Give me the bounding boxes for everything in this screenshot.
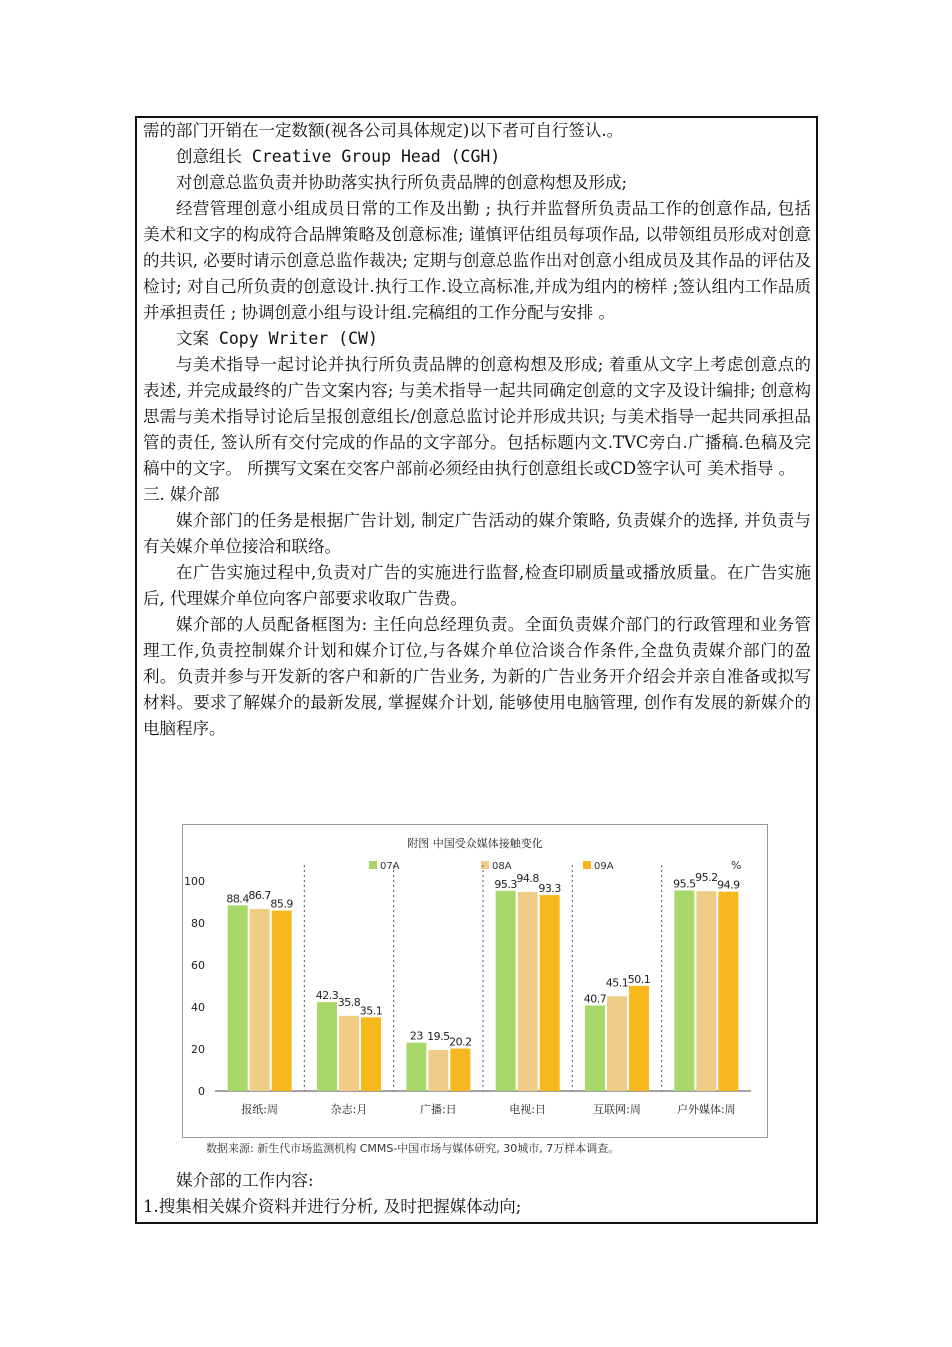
data-label-09A-0: 85.9 <box>270 897 293 911</box>
bar-09A-0 <box>272 911 292 1091</box>
data-label-07A-5: 95.5 <box>673 877 696 891</box>
data-label-07A-4: 40.7 <box>583 992 607 1006</box>
data-label-09A-5: 94.9 <box>717 878 740 892</box>
bar-07A-1 <box>317 1002 337 1091</box>
y-tick-80: 80 <box>191 917 205 930</box>
data-label-08A-2: 19.5 <box>427 1030 450 1044</box>
bar-07A-5 <box>674 890 694 1091</box>
bar-09A-3 <box>540 895 560 1091</box>
y-tick-60: 60 <box>191 959 205 972</box>
media-contact-chart <box>182 824 768 1138</box>
data-label-09A-2: 20.2 <box>449 1035 472 1049</box>
y-tick-100: 100 <box>184 875 205 888</box>
x-tick-0: 报纸:周 <box>241 1103 279 1116</box>
section-heading-media: 三. 媒介部 <box>143 485 220 504</box>
bar-08A-2 <box>428 1050 448 1091</box>
bar-09A-5 <box>718 892 738 1091</box>
heading-cgh: 创意组长 Creative Group Head (CGH) <box>176 147 501 166</box>
paragraph-media-staffing: 媒介部的人员配备框图为: 主任向总经理负责。全面负责媒介部门的行政管理和业务管理工作,负责控制媒介计划和媒介订位,与各媒介单位洽谈合作条件,全盘负责媒介部门的盈利。负责并参与开发新的客户和新的广告业务, 为新的广告业务开介绍会并亲自准备或拟写材料。要求了解媒介的最新发展, 掌握媒介计划, 能够使用电脑管理, 创作有发展的新媒介的电脑程序。 <box>143 615 811 738</box>
data-label-09A-4: 50.1 <box>627 972 651 986</box>
bar-07A-3 <box>496 891 516 1091</box>
data-label-08A-5: 95.2 <box>695 871 718 885</box>
paragraph-media-work: 媒介部的工作内容: <box>176 1171 314 1190</box>
bar-07A-4 <box>585 1006 605 1091</box>
list-item-1: 1.搜集相关媒介资料并进行分析, 及时把握媒体动向; <box>143 1197 522 1216</box>
heading-cw: 文案 Copy Writer (CW) <box>176 329 378 348</box>
data-label-08A-4: 45.1 <box>605 976 629 990</box>
y-tick-20: 20 <box>191 1043 205 1056</box>
data-label-07A-2: 23 <box>409 1029 423 1043</box>
legend-swatch-07A <box>369 861 377 869</box>
data-label-08A-0: 86.7 <box>248 888 271 902</box>
document-body <box>143 118 811 742</box>
paragraph-cw-duties: 与美术指导一起讨论并执行所负责品牌的创意构想及形成; 着重从文字上考虑创意点的表述, 并完成最终的广告文案内容; 与美术指导一起共同确定创意的文字及设计编排; 创意构思需与美术指导讨论后呈报创意组长/创意总监讨论并形成共识; 与美术指导一起共同承担品管的责任, 签认所有交付完成的作品的文字部分。包括标题内文.TVC旁白.广播稿.色稿及完稿中的文字。 所撰写文案在交客户部前必须经由执行创意组长或CD签字认可 美术指导 。 <box>143 355 811 478</box>
data-label-08A-3: 94.8 <box>516 871 539 885</box>
legend-label-07A: 07A <box>380 861 400 872</box>
data-label-07A-1: 42.3 <box>315 989 339 1003</box>
legend-swatch-09A <box>583 861 591 869</box>
chart-svg <box>183 825 767 1137</box>
legend-label-08A: 08A <box>492 861 512 872</box>
x-tick-2: 广播:日 <box>419 1103 457 1116</box>
chart-title: 附图 中国受众媒体接触变化 <box>407 837 543 850</box>
chart-source-note: 数据来源: 新生代市场监测机构 CMMS-中国市场与媒体研究, 30城市, 7万样本调查。 <box>206 1142 620 1155</box>
data-label-07A-0: 88.4 <box>226 892 249 906</box>
paragraph-0: 需的部门开销在一定数额(视各公司具体规定)以下者可自行签认.。 <box>143 121 624 140</box>
paragraph-cgh-summary: 对创意总监负责并协助落实执行所负责品牌的创意构想及形成; <box>176 173 628 192</box>
bar-09A-4 <box>629 986 649 1091</box>
y-tick-40: 40 <box>191 1001 205 1014</box>
paragraph-media-task: 媒介部门的任务是根据广告计划, 制定广告活动的媒介策略, 负责媒介的选择, 并负责与有关媒介单位接洽和联络。 <box>143 511 811 556</box>
x-tick-4: 互联网:周 <box>593 1103 641 1116</box>
data-label-07A-3: 95.3 <box>494 877 517 891</box>
data-label-09A-1: 35.1 <box>359 1004 383 1018</box>
bar-08A-4 <box>607 996 627 1091</box>
x-tick-1: 杂志:月 <box>330 1103 368 1116</box>
paragraph-media-supervision: 在广告实施过程中,负责对广告的实施进行监督,检查印刷质量或播放质量。在广告实施后, 代理媒介单位向客户部要求收取广告费。 <box>143 563 811 608</box>
legend-label-09A: 09A <box>594 861 614 872</box>
bar-08A-5 <box>696 891 716 1091</box>
paragraph-cgh-duties: 经营管理创意小组成员日常的工作及出勤 ; 执行并监督所负责品工作的创意作品, 包括美术和文字的构成符合品牌策略及创意标准; 谨慎评估组员每项作品, 以带领组员形成对创意的共识, 必要时请示创意总监作裁决; 定期与创意总监作出对创意小组成员及其作品的评估及检讨; 对自己所负责的创意设计.执行工作.设立高标准,并成为组内的榜样 ;签认组内工作品质并承担责任 ; 协调创意小组与设计组.完稿组的工作分配与安排 。 <box>143 199 811 322</box>
y-tick-0: 0 <box>198 1085 205 1098</box>
data-label-08A-1: 35.8 <box>337 995 361 1009</box>
legend-swatch-08A <box>481 861 489 869</box>
bar-07A-2 <box>406 1043 426 1091</box>
data-label-09A-3: 93.3 <box>538 882 561 896</box>
bar-08A-1 <box>339 1016 359 1091</box>
bar-09A-2 <box>450 1049 470 1091</box>
x-tick-5: 户外媒体:周 <box>676 1103 736 1116</box>
bar-08A-3 <box>518 892 538 1091</box>
x-tick-3: 电视:日 <box>509 1103 547 1116</box>
bar-07A-0 <box>228 905 248 1091</box>
bar-09A-1 <box>361 1017 381 1091</box>
document-footer-body <box>143 1168 811 1220</box>
bar-08A-0 <box>250 909 270 1091</box>
chart-unit-label: % <box>731 859 742 872</box>
